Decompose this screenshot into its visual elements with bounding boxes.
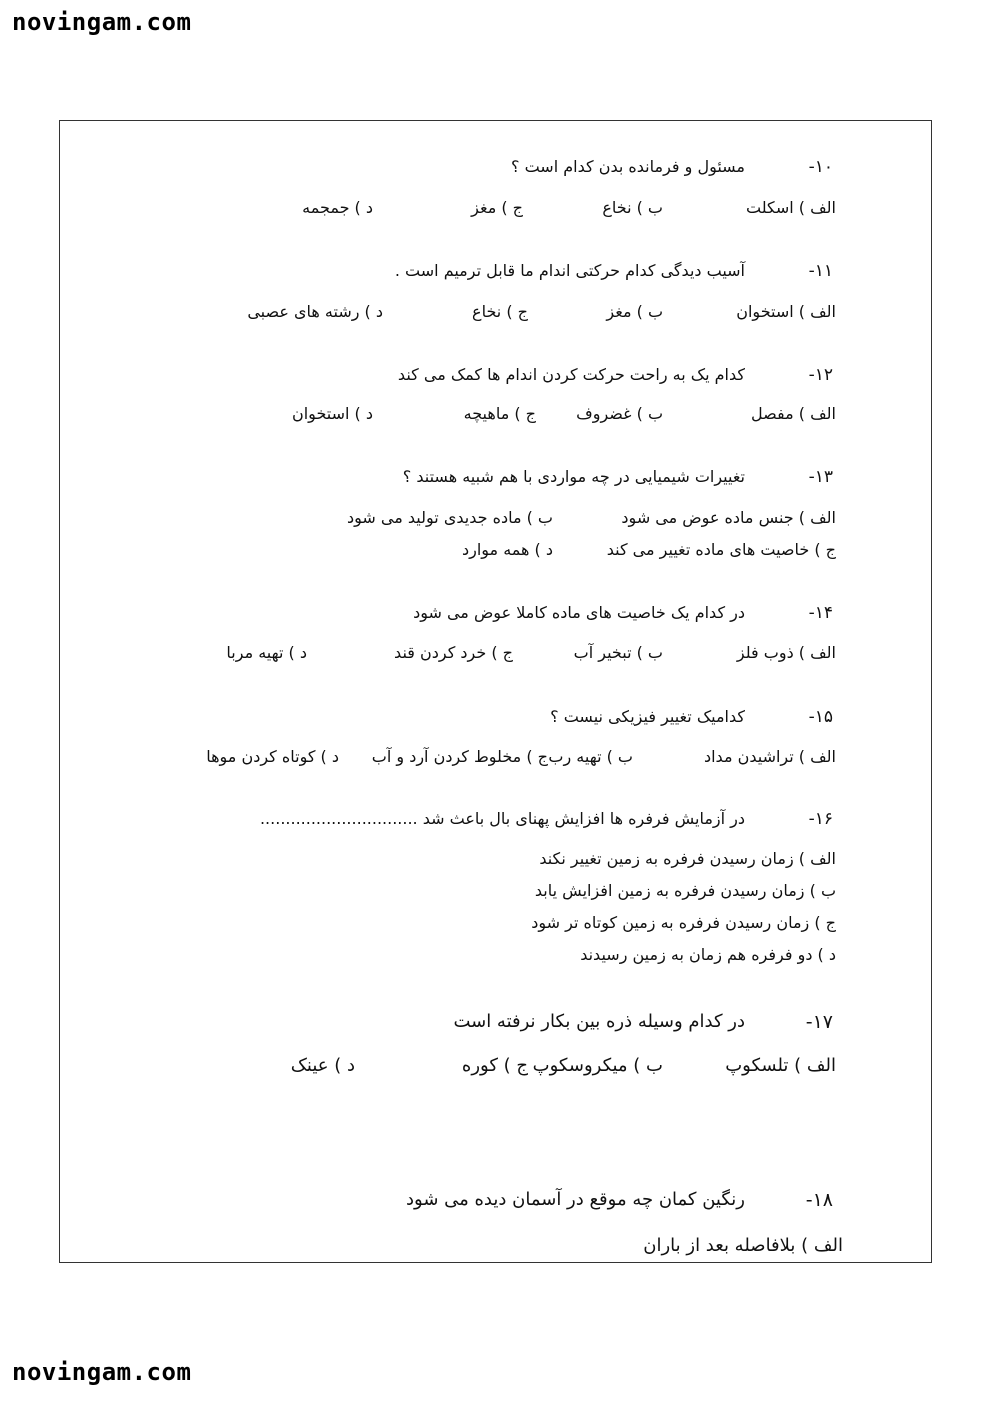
option-a: الف ) تراشیدن مداد [703,747,836,766]
question-number: ۱۱- [808,261,833,281]
question-number: ۱۴- [808,603,833,623]
option-a: الف ) زمان رسیدن فرفره به زمین تغییر نکند [539,849,836,868]
option-a: الف ) استخوان [736,302,836,321]
question-line [60,707,933,737]
option-b: ب ) غضروف [576,404,663,423]
option-b: ب ) مغز [606,302,663,321]
question-number: ۱۷- [805,1011,833,1033]
option-c: ج ) کوره [461,1055,528,1076]
option-d: د ) تهیه مربا [226,643,307,662]
question-line [60,603,933,633]
question-text: آسیب دیدگی کدام حرکتی اندام ما قابل ترمیم است . [394,261,745,280]
option-b: ب ) زمان رسیدن فرفره به زمین افزایش یابد [534,881,836,900]
question-number: ۱۵- [808,707,833,727]
question-text: مسئول و فرمانده بدن کدام است ؟ [511,157,745,176]
question-line [60,467,933,497]
question-text: رنگین کمان چه موقع در آسمان دیده می شود [406,1189,745,1210]
option-c: ج ) ماهیچه [463,404,536,423]
question-number: ۱۰- [808,157,833,177]
question-text: کدام یک به راحت حرکت کردن اندام ها کمک می کند [397,365,745,384]
question-text: تغییرات شیمیایی در چه مواردی با هم شبیه هستند ؟ [402,467,745,486]
option-a: الف ) ذوب فلز [736,643,836,662]
option-d: د ) جمجمه [302,198,373,217]
option-d: د ) رشته های عصبی [247,302,383,321]
option-a: الف ) بلافاصله بعد از باران [643,1235,843,1256]
option-a: الف ) جنس ماده عوض می شود [621,508,836,527]
question-number: ۱۳- [808,467,833,487]
option-b: ب ) تهیه رب [548,747,633,766]
option-b: ب ) تبخیر آب [573,643,663,662]
question-line [60,365,933,395]
question-number: ۱۸- [805,1189,833,1211]
option-d: د ) همه موارد [461,540,553,559]
option-c: ج ) زمان رسیدن فرفره به زمین کوتاه تر شود [531,913,836,932]
option-d: د ) عینک [290,1055,355,1076]
option-b: ب ) میکروسکوپ [532,1055,663,1076]
question-text: در کدام وسیله ذره بین بکار نرفته است [453,1011,745,1032]
option-a: الف ) اسکلت [746,198,836,217]
option-a: الف ) تلسکوپ [725,1055,836,1076]
option-c: ج ) مخلوط کردن آرد و آب [371,747,548,766]
question-text: در کدام یک خاصیت های ماده کاملا عوض می شود [413,603,745,622]
question-text: کدامیک تغییر فیزیکی نیست ؟ [550,707,745,726]
watermark-bottom: novingam.com [12,1358,192,1386]
question-number: ۱۲- [808,365,833,385]
option-c: ج ) مغز [471,198,523,217]
question-frame [59,120,932,1263]
option-d: د ) کوتاه کردن موها [206,747,339,766]
option-a: الف ) مفصل [751,404,836,423]
question-text: در آزمایش فرفره ها افزایش پهنای بال باعث شد ............................... [259,809,745,828]
watermark-top: novingam.com [12,8,192,36]
question-line [60,1189,933,1219]
question-line [60,809,933,839]
option-d: د ) استخوان [291,404,373,423]
option-b: ب ) نخاع [602,198,663,217]
option-c: ج ) نخاع [472,302,528,321]
option-b: ب ) ماده جدیدی تولید می شود [347,508,553,527]
option-c: ج ) خرد کردن قند [394,643,513,662]
option-d: د ) دو فرفره هم زمان به زمین رسیدند [580,945,836,964]
question-line [60,157,933,187]
question-line [60,261,933,291]
option-c: ج ) خاصیت های ماده تغییر می کند [606,540,836,559]
question-line [60,1011,933,1041]
question-number: ۱۶- [808,809,833,829]
